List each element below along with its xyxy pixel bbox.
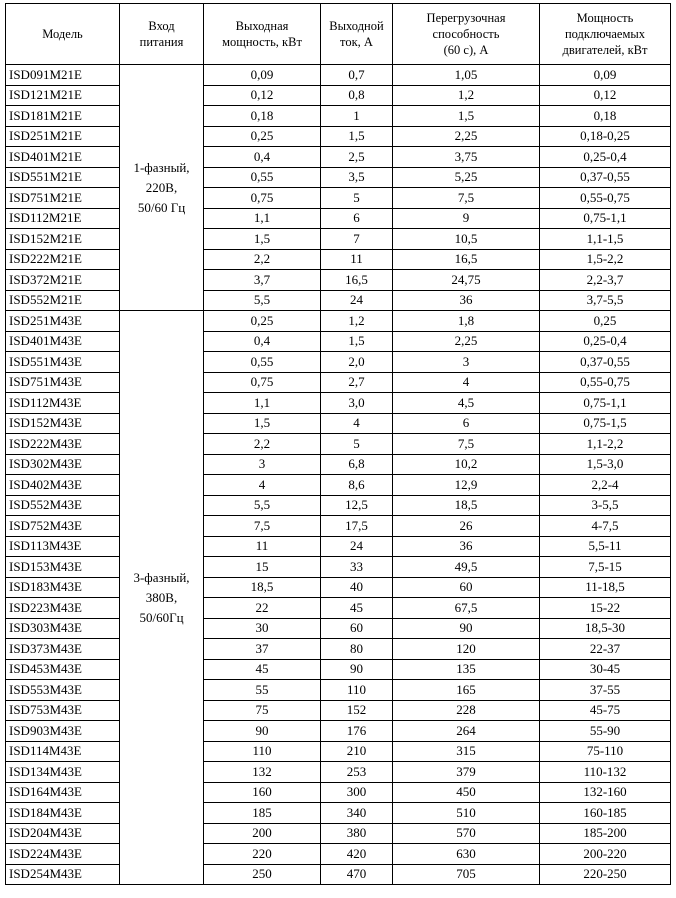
cell-overload: 510 bbox=[393, 803, 540, 824]
cell-power-input bbox=[120, 65, 204, 311]
cell-overload: 135 bbox=[393, 659, 540, 680]
cell-output-power: 45 bbox=[204, 659, 321, 680]
cell-motor-power: 220-250 bbox=[540, 864, 671, 885]
cell-output-power: 110 bbox=[204, 741, 321, 762]
cell-model: ISD121M21E bbox=[6, 85, 120, 106]
table-row bbox=[6, 393, 671, 414]
cell-model: ISD153M43E bbox=[6, 557, 120, 578]
table-row bbox=[6, 844, 671, 865]
cell-overload: 26 bbox=[393, 516, 540, 537]
table-row bbox=[6, 147, 671, 168]
cell-model: ISD903M43E bbox=[6, 721, 120, 742]
cell-overload: 3,75 bbox=[393, 147, 540, 168]
cell-model: ISD222M43E bbox=[6, 434, 120, 455]
header-line: мощность, кВт bbox=[222, 35, 302, 49]
cell-output-current: 24 bbox=[321, 536, 393, 557]
cell-motor-power: 11-18,5 bbox=[540, 577, 671, 598]
cell-output-current: 1,5 bbox=[321, 126, 393, 147]
cell-motor-power: 75-110 bbox=[540, 741, 671, 762]
header-line: Модель bbox=[42, 27, 83, 41]
cell-motor-power: 185-200 bbox=[540, 823, 671, 844]
table-row bbox=[6, 659, 671, 680]
cell-motor-power: 0,18 bbox=[540, 106, 671, 127]
table-row bbox=[6, 290, 671, 311]
cell-output-power: 185 bbox=[204, 803, 321, 824]
cell-model: ISD164M43E bbox=[6, 782, 120, 803]
cell-output-power: 0,75 bbox=[204, 188, 321, 209]
cell-overload: 120 bbox=[393, 639, 540, 660]
cell-model: ISD751M43E bbox=[6, 372, 120, 393]
cell-model: ISD401M21E bbox=[6, 147, 120, 168]
cell-motor-power: 0,75-1,1 bbox=[540, 208, 671, 229]
cell-output-power: 250 bbox=[204, 864, 321, 885]
cell-output-current: 4 bbox=[321, 413, 393, 434]
cell-overload: 18,5 bbox=[393, 495, 540, 516]
cell-power-input bbox=[120, 311, 204, 885]
cell-motor-power: 2,2-4 bbox=[540, 475, 671, 496]
cell-overload: 1,8 bbox=[393, 311, 540, 332]
cell-model: ISD204M43E bbox=[6, 823, 120, 844]
table-row bbox=[6, 721, 671, 742]
table-row bbox=[6, 413, 671, 434]
cell-output-power: 30 bbox=[204, 618, 321, 639]
cell-motor-power: 37-55 bbox=[540, 680, 671, 701]
cell-model: ISD181M21E bbox=[6, 106, 120, 127]
cell-output-current: 90 bbox=[321, 659, 393, 680]
cell-overload: 450 bbox=[393, 782, 540, 803]
cell-motor-power: 2,2-3,7 bbox=[540, 270, 671, 291]
cell-overload: 7,5 bbox=[393, 188, 540, 209]
power-input-line: 3-фазный, bbox=[133, 569, 190, 585]
header-line: ток, А bbox=[340, 35, 373, 49]
cell-output-current: 2,0 bbox=[321, 352, 393, 373]
cell-model: ISD302M43E bbox=[6, 454, 120, 475]
cell-motor-power: 160-185 bbox=[540, 803, 671, 824]
table-row bbox=[6, 475, 671, 496]
cell-motor-power: 1,5-3,0 bbox=[540, 454, 671, 475]
cell-output-current: 60 bbox=[321, 618, 393, 639]
table-row bbox=[6, 126, 671, 147]
cell-output-current: 210 bbox=[321, 741, 393, 762]
cell-output-current: 33 bbox=[321, 557, 393, 578]
cell-motor-power: 55-90 bbox=[540, 721, 671, 742]
cell-output-power: 90 bbox=[204, 721, 321, 742]
header-line: Мощность bbox=[576, 11, 634, 25]
cell-output-current: 2,7 bbox=[321, 372, 393, 393]
header-line: способность bbox=[432, 27, 500, 41]
table-row bbox=[6, 741, 671, 762]
table-body bbox=[6, 65, 671, 885]
cell-output-current: 380 bbox=[321, 823, 393, 844]
cell-output-power: 0,25 bbox=[204, 311, 321, 332]
cell-output-current: 6,8 bbox=[321, 454, 393, 475]
header-line: Выходной bbox=[329, 19, 384, 33]
cell-model: ISD552M21E bbox=[6, 290, 120, 311]
cell-overload: 60 bbox=[393, 577, 540, 598]
cell-overload: 16,5 bbox=[393, 249, 540, 270]
cell-overload: 10,5 bbox=[393, 229, 540, 250]
table-row bbox=[6, 249, 671, 270]
cell-overload: 1,05 bbox=[393, 65, 540, 86]
cell-model: ISD222M21E bbox=[6, 249, 120, 270]
cell-output-power: 0,55 bbox=[204, 352, 321, 373]
cell-output-current: 0,8 bbox=[321, 85, 393, 106]
cell-overload: 264 bbox=[393, 721, 540, 742]
table-row bbox=[6, 680, 671, 701]
cell-model: ISD372M21E bbox=[6, 270, 120, 291]
table-row bbox=[6, 577, 671, 598]
cell-motor-power: 0,25-0,4 bbox=[540, 331, 671, 352]
cell-model: ISD254M43E bbox=[6, 864, 120, 885]
cell-output-power: 0,25 bbox=[204, 126, 321, 147]
cell-output-current: 11 bbox=[321, 249, 393, 270]
cell-output-current: 0,7 bbox=[321, 65, 393, 86]
cell-motor-power: 30-45 bbox=[540, 659, 671, 680]
table-row bbox=[6, 495, 671, 516]
cell-model: ISD251M21E bbox=[6, 126, 120, 147]
cell-motor-power: 0,25-0,4 bbox=[540, 147, 671, 168]
cell-overload: 36 bbox=[393, 536, 540, 557]
cell-overload: 6 bbox=[393, 413, 540, 434]
cell-output-current: 80 bbox=[321, 639, 393, 660]
cell-motor-power: 3-5,5 bbox=[540, 495, 671, 516]
cell-output-current: 45 bbox=[321, 598, 393, 619]
table-row bbox=[6, 229, 671, 250]
cell-overload: 630 bbox=[393, 844, 540, 865]
header-line: (60 с), А bbox=[443, 43, 489, 57]
cell-model: ISD752M43E bbox=[6, 516, 120, 537]
cell-model: ISD251M43E bbox=[6, 311, 120, 332]
header-row bbox=[6, 4, 671, 65]
cell-output-current: 5 bbox=[321, 434, 393, 455]
cell-overload: 228 bbox=[393, 700, 540, 721]
cell-motor-power: 1,5-2,2 bbox=[540, 249, 671, 270]
table-row bbox=[6, 311, 671, 332]
cell-output-power: 0,4 bbox=[204, 331, 321, 352]
header-line: Перегрузочная bbox=[426, 11, 506, 25]
cell-overload: 315 bbox=[393, 741, 540, 762]
table-row bbox=[6, 65, 671, 86]
cell-model: ISD134M43E bbox=[6, 762, 120, 783]
cell-output-current: 2,5 bbox=[321, 147, 393, 168]
cell-motor-power: 0,55-0,75 bbox=[540, 188, 671, 209]
cell-output-current: 176 bbox=[321, 721, 393, 742]
spec-table-container bbox=[5, 3, 671, 885]
table-row bbox=[6, 782, 671, 803]
cell-model: ISD091M21E bbox=[6, 65, 120, 86]
cell-motor-power: 0,75-1,1 bbox=[540, 393, 671, 414]
header-line: питания bbox=[139, 35, 184, 49]
cell-overload: 3 bbox=[393, 352, 540, 373]
table-row bbox=[6, 270, 671, 291]
cell-output-power: 15 bbox=[204, 557, 321, 578]
cell-model: ISD112M21E bbox=[6, 208, 120, 229]
table-header bbox=[6, 4, 671, 65]
cell-output-current: 110 bbox=[321, 680, 393, 701]
cell-output-power: 160 bbox=[204, 782, 321, 803]
table-row bbox=[6, 618, 671, 639]
cell-motor-power: 0,09 bbox=[540, 65, 671, 86]
cell-model: ISD184M43E bbox=[6, 803, 120, 824]
cell-motor-power: 7,5-15 bbox=[540, 557, 671, 578]
col-output-current-header bbox=[321, 4, 393, 65]
table-row bbox=[6, 188, 671, 209]
table-row bbox=[6, 557, 671, 578]
table-row bbox=[6, 598, 671, 619]
cell-overload: 1,2 bbox=[393, 85, 540, 106]
cell-motor-power: 5,5-11 bbox=[540, 536, 671, 557]
cell-motor-power: 1,1-2,2 bbox=[540, 434, 671, 455]
cell-motor-power: 0,37-0,55 bbox=[540, 167, 671, 188]
cell-model: ISD183M43E bbox=[6, 577, 120, 598]
cell-output-power: 18,5 bbox=[204, 577, 321, 598]
cell-model: ISD402M43E bbox=[6, 475, 120, 496]
power-input-line: 50/60 Гц bbox=[137, 199, 186, 215]
col-model-header bbox=[6, 4, 120, 65]
cell-output-power: 1,5 bbox=[204, 413, 321, 434]
cell-motor-power: 200-220 bbox=[540, 844, 671, 865]
cell-model: ISD401M43E bbox=[6, 331, 120, 352]
cell-overload: 9 bbox=[393, 208, 540, 229]
cell-model: ISD453M43E bbox=[6, 659, 120, 680]
cell-model: ISD223M43E bbox=[6, 598, 120, 619]
cell-output-current: 24 bbox=[321, 290, 393, 311]
table-row bbox=[6, 762, 671, 783]
table-row bbox=[6, 434, 671, 455]
cell-overload: 5,25 bbox=[393, 167, 540, 188]
cell-model: ISD552M43E bbox=[6, 495, 120, 516]
cell-output-current: 1,2 bbox=[321, 311, 393, 332]
power-input-line: 220В, bbox=[145, 179, 178, 195]
cell-overload: 570 bbox=[393, 823, 540, 844]
table-row bbox=[6, 700, 671, 721]
cell-model: ISD113M43E bbox=[6, 536, 120, 557]
cell-motor-power: 22-37 bbox=[540, 639, 671, 660]
header-line: подключаемых bbox=[564, 27, 646, 41]
cell-model: ISD112M43E bbox=[6, 393, 120, 414]
table-row bbox=[6, 516, 671, 537]
table-row bbox=[6, 208, 671, 229]
cell-overload: 7,5 bbox=[393, 434, 540, 455]
cell-output-power: 11 bbox=[204, 536, 321, 557]
cell-output-power: 0,75 bbox=[204, 372, 321, 393]
cell-output-current: 5 bbox=[321, 188, 393, 209]
table-row bbox=[6, 536, 671, 557]
table-row bbox=[6, 167, 671, 188]
power-input-line: 1-фазный, bbox=[133, 159, 190, 175]
cell-output-current: 12,5 bbox=[321, 495, 393, 516]
cell-output-current: 17,5 bbox=[321, 516, 393, 537]
cell-output-current: 40 bbox=[321, 577, 393, 598]
cell-output-current: 340 bbox=[321, 803, 393, 824]
col-overload-header bbox=[393, 4, 540, 65]
cell-model: ISD751M21E bbox=[6, 188, 120, 209]
cell-overload: 2,25 bbox=[393, 331, 540, 352]
cell-output-current: 1,5 bbox=[321, 331, 393, 352]
cell-output-current: 16,5 bbox=[321, 270, 393, 291]
cell-output-power: 75 bbox=[204, 700, 321, 721]
cell-overload: 379 bbox=[393, 762, 540, 783]
cell-model: ISD373M43E bbox=[6, 639, 120, 660]
cell-output-power: 1,1 bbox=[204, 208, 321, 229]
cell-overload: 4,5 bbox=[393, 393, 540, 414]
cell-output-power: 37 bbox=[204, 639, 321, 660]
cell-model: ISD753M43E bbox=[6, 700, 120, 721]
cell-overload: 24,75 bbox=[393, 270, 540, 291]
cell-motor-power: 132-160 bbox=[540, 782, 671, 803]
cell-output-power: 0,12 bbox=[204, 85, 321, 106]
cell-output-current: 470 bbox=[321, 864, 393, 885]
cell-model: ISD114M43E bbox=[6, 741, 120, 762]
cell-overload: 10,2 bbox=[393, 454, 540, 475]
table-row bbox=[6, 106, 671, 127]
table-row bbox=[6, 454, 671, 475]
cell-output-power: 0,18 bbox=[204, 106, 321, 127]
cell-output-power: 2,2 bbox=[204, 249, 321, 270]
cell-overload: 67,5 bbox=[393, 598, 540, 619]
cell-output-power: 220 bbox=[204, 844, 321, 865]
cell-motor-power: 0,18-0,25 bbox=[540, 126, 671, 147]
cell-output-power: 0,55 bbox=[204, 167, 321, 188]
cell-overload: 12,9 bbox=[393, 475, 540, 496]
table-row bbox=[6, 803, 671, 824]
cell-motor-power: 0,12 bbox=[540, 85, 671, 106]
cell-output-power: 2,2 bbox=[204, 434, 321, 455]
power-input-line: 50/60Гц bbox=[139, 609, 184, 625]
cell-motor-power: 3,7-5,5 bbox=[540, 290, 671, 311]
header-line: Выходная bbox=[235, 19, 289, 33]
cell-overload: 705 bbox=[393, 864, 540, 885]
cell-motor-power: 1,1-1,5 bbox=[540, 229, 671, 250]
cell-motor-power: 0,75-1,5 bbox=[540, 413, 671, 434]
cell-motor-power: 45-75 bbox=[540, 700, 671, 721]
cell-output-current: 6 bbox=[321, 208, 393, 229]
cell-motor-power: 0,55-0,75 bbox=[540, 372, 671, 393]
table-row bbox=[6, 331, 671, 352]
cell-output-power: 5,5 bbox=[204, 290, 321, 311]
cell-model: ISD224M43E bbox=[6, 844, 120, 865]
cell-output-power: 132 bbox=[204, 762, 321, 783]
cell-motor-power: 110-132 bbox=[540, 762, 671, 783]
cell-overload: 90 bbox=[393, 618, 540, 639]
col-motor-power-header bbox=[540, 4, 671, 65]
cell-model: ISD551M43E bbox=[6, 352, 120, 373]
table-row bbox=[6, 372, 671, 393]
cell-model: ISD152M21E bbox=[6, 229, 120, 250]
cell-output-current: 7 bbox=[321, 229, 393, 250]
table-row bbox=[6, 352, 671, 373]
cell-output-current: 8,6 bbox=[321, 475, 393, 496]
table-row bbox=[6, 85, 671, 106]
col-output-power-header bbox=[204, 4, 321, 65]
cell-output-current: 3,0 bbox=[321, 393, 393, 414]
cell-output-power: 0,09 bbox=[204, 65, 321, 86]
cell-overload: 2,25 bbox=[393, 126, 540, 147]
cell-output-power: 1,5 bbox=[204, 229, 321, 250]
cell-output-current: 420 bbox=[321, 844, 393, 865]
cell-motor-power: 4-7,5 bbox=[540, 516, 671, 537]
power-input-line: 380В, bbox=[145, 589, 178, 605]
header-line: двигателей, кВт bbox=[562, 43, 648, 57]
cell-output-power: 3 bbox=[204, 454, 321, 475]
cell-model: ISD551M21E bbox=[6, 167, 120, 188]
cell-output-current: 253 bbox=[321, 762, 393, 783]
cell-motor-power: 0,25 bbox=[540, 311, 671, 332]
cell-model: ISD553M43E bbox=[6, 680, 120, 701]
table-row bbox=[6, 823, 671, 844]
cell-overload: 165 bbox=[393, 680, 540, 701]
cell-output-power: 0,4 bbox=[204, 147, 321, 168]
cell-output-power: 22 bbox=[204, 598, 321, 619]
cell-output-power: 1,1 bbox=[204, 393, 321, 414]
table-row bbox=[6, 639, 671, 660]
cell-overload: 49,5 bbox=[393, 557, 540, 578]
cell-output-current: 300 bbox=[321, 782, 393, 803]
cell-output-current: 152 bbox=[321, 700, 393, 721]
col-input-header bbox=[120, 4, 204, 65]
spec-table bbox=[5, 3, 671, 885]
cell-output-power: 4 bbox=[204, 475, 321, 496]
cell-overload: 36 bbox=[393, 290, 540, 311]
cell-output-power: 55 bbox=[204, 680, 321, 701]
cell-motor-power: 18,5-30 bbox=[540, 618, 671, 639]
cell-output-power: 5,5 bbox=[204, 495, 321, 516]
cell-overload: 1,5 bbox=[393, 106, 540, 127]
header-line: Вход bbox=[148, 19, 175, 33]
cell-output-current: 3,5 bbox=[321, 167, 393, 188]
cell-output-power: 7,5 bbox=[204, 516, 321, 537]
cell-motor-power: 15-22 bbox=[540, 598, 671, 619]
cell-output-current: 1 bbox=[321, 106, 393, 127]
cell-overload: 4 bbox=[393, 372, 540, 393]
cell-output-power: 3,7 bbox=[204, 270, 321, 291]
cell-motor-power: 0,37-0,55 bbox=[540, 352, 671, 373]
cell-model: ISD303M43E bbox=[6, 618, 120, 639]
table-row bbox=[6, 864, 671, 885]
cell-model: ISD152M43E bbox=[6, 413, 120, 434]
cell-output-power: 200 bbox=[204, 823, 321, 844]
